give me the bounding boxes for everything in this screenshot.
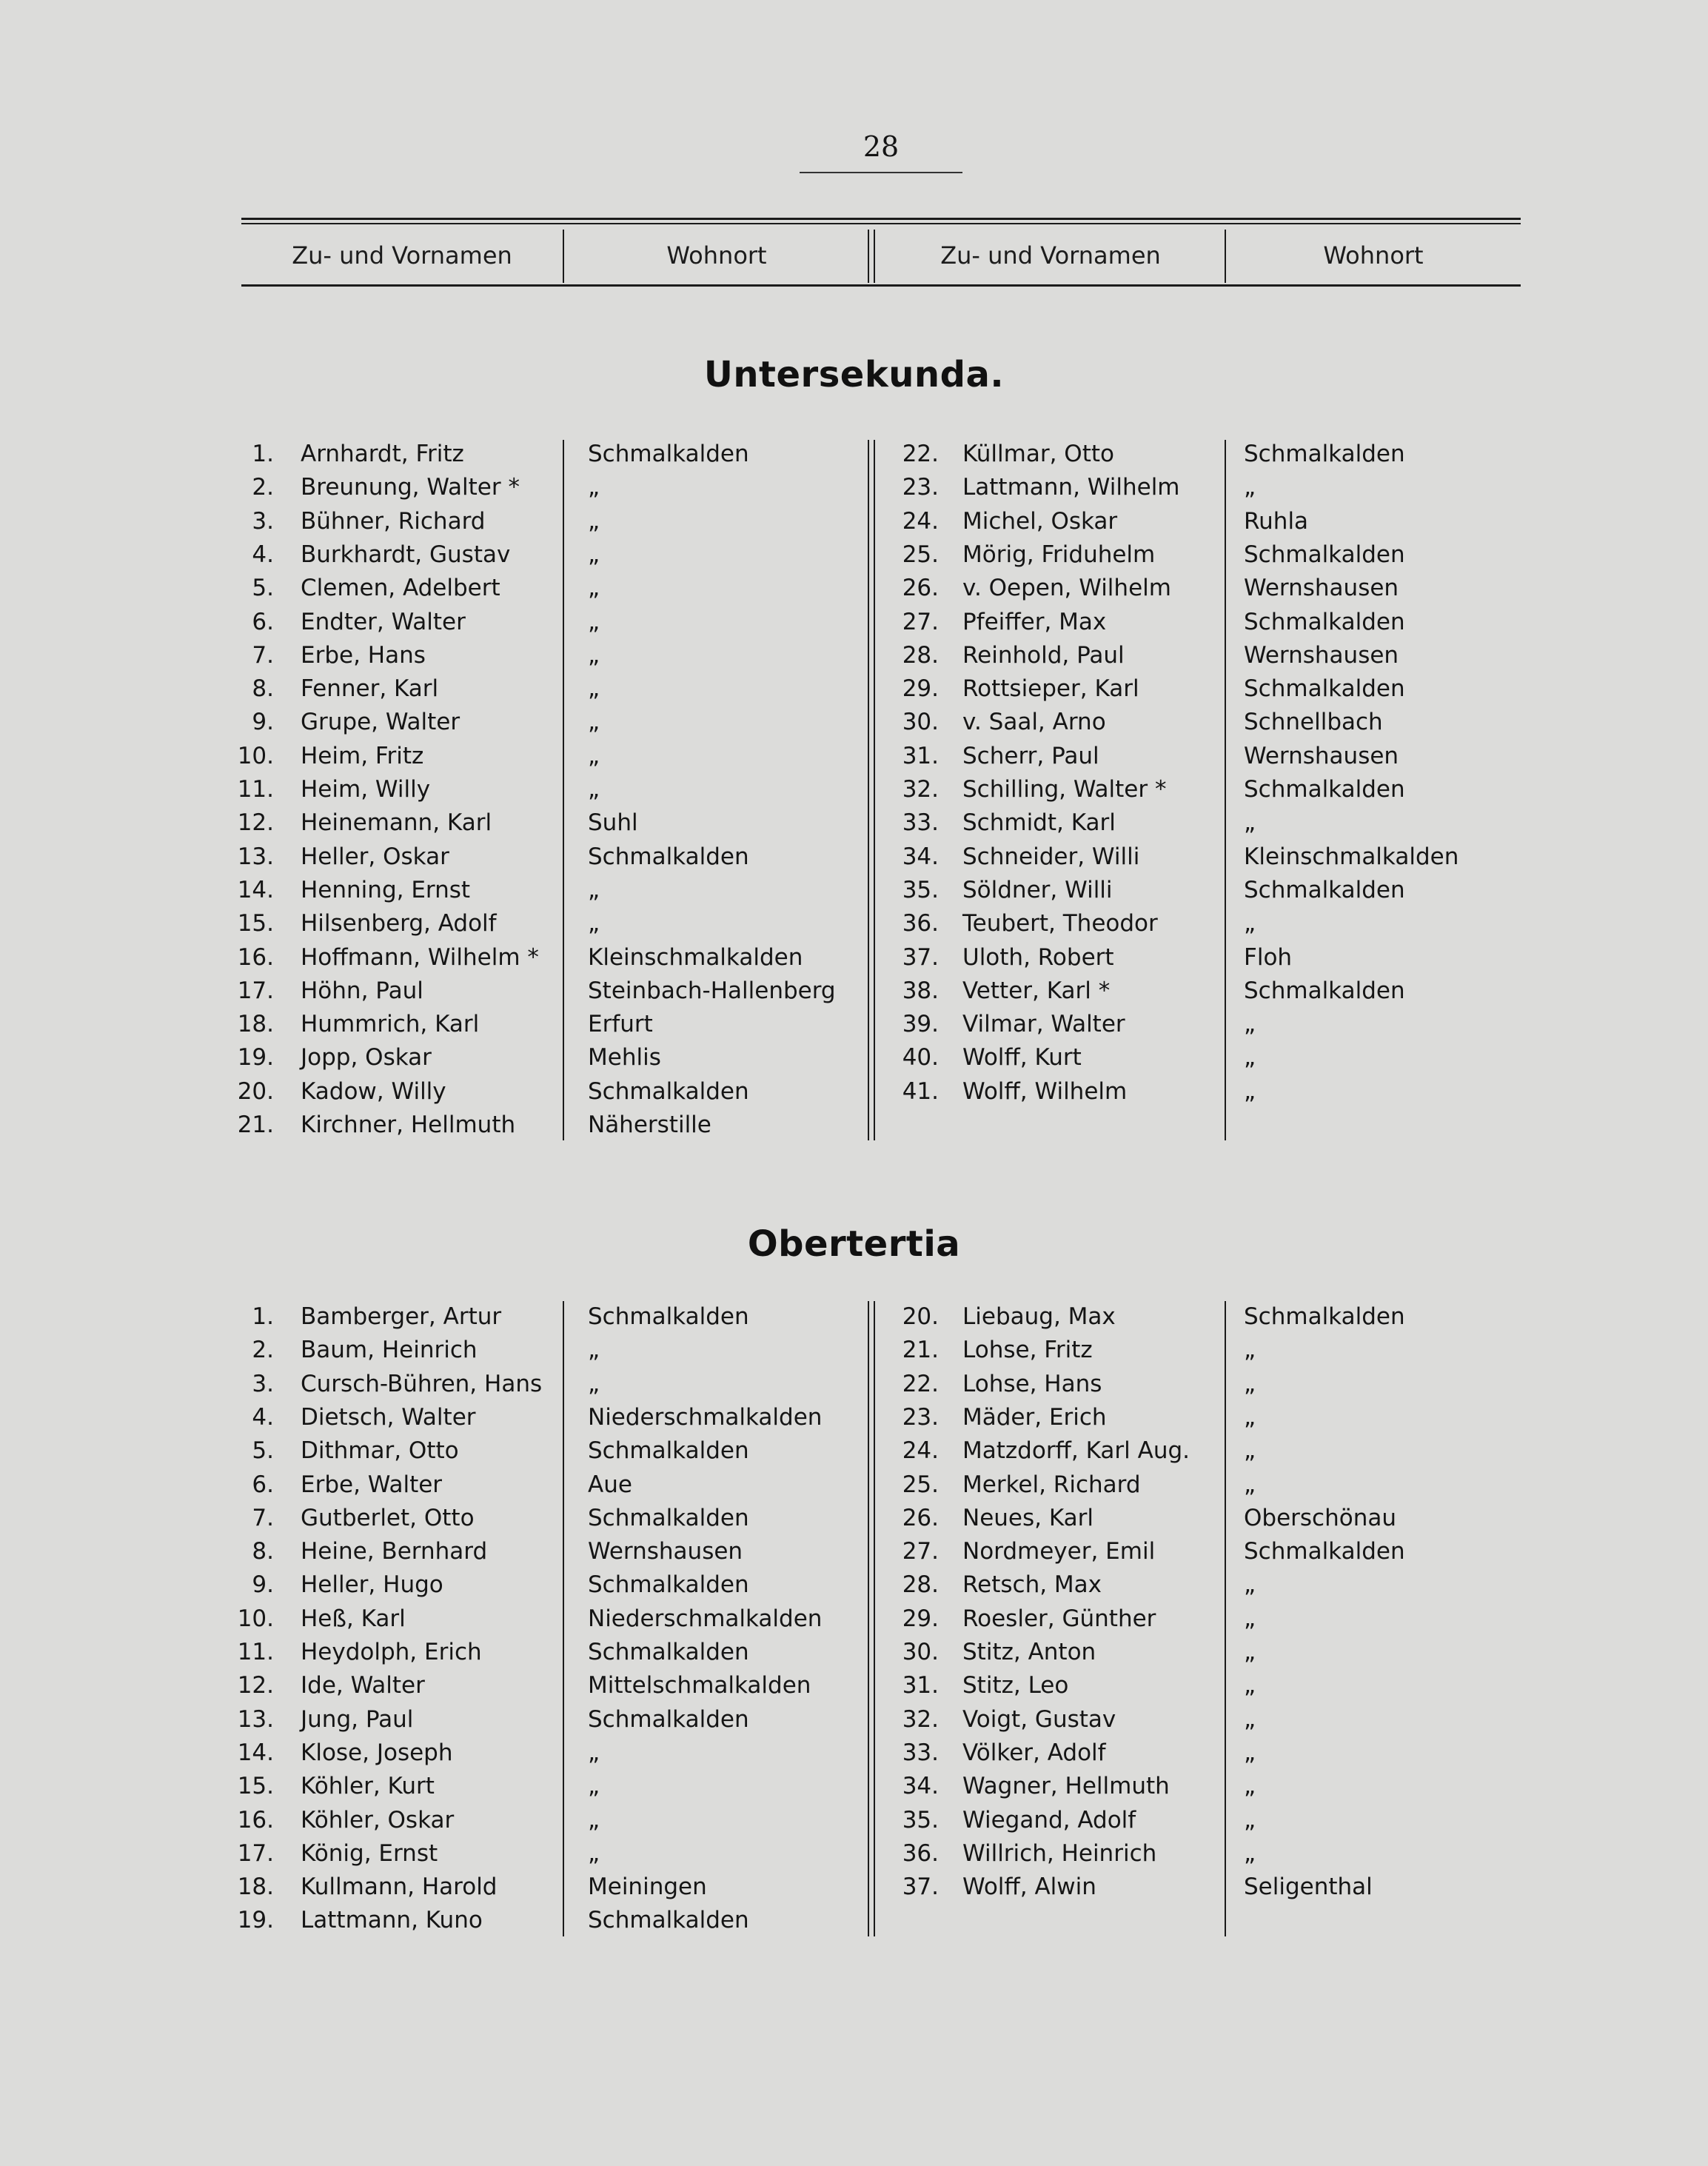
student-residence: „ [588, 675, 600, 702]
header-divider-3 [1225, 230, 1226, 283]
header-place-right: Wohnort [1323, 241, 1424, 270]
student-name: Schneider, Willi [962, 843, 1140, 870]
student-number: 38. [902, 977, 939, 1004]
student-number: 41. [902, 1078, 939, 1105]
student-number: 28. [902, 642, 939, 669]
student-name: Heller, Oskar [301, 843, 449, 870]
student-name: Vetter, Karl * [962, 977, 1111, 1004]
student-name: Wolff, Kurt [962, 1044, 1082, 1071]
student-number: 4. [252, 1404, 274, 1431]
header-name-left: Zu- und Vornamen [292, 241, 512, 270]
student-number: 16. [237, 944, 274, 971]
student-residence: Kleinschmalkalden [1244, 843, 1459, 870]
student-residence: Wernshausen [588, 1538, 743, 1565]
student-row [0, 1904, 1708, 1937]
student-number: 18. [237, 1873, 274, 1900]
student-row [0, 1109, 1708, 1142]
student-name: Kadow, Willy [301, 1078, 446, 1105]
header-divider-2a [868, 230, 869, 283]
student-residence: „ [1244, 910, 1256, 937]
student-number: 9. [252, 709, 274, 735]
student-name: Endter, Walter [301, 609, 466, 635]
student-residence: Mittelschmalkalden [588, 1672, 811, 1699]
student-name: Ide, Walter [301, 1672, 425, 1699]
header-divider-1 [563, 230, 564, 283]
student-residence: „ [1244, 1471, 1256, 1498]
student-name: König, Ernst [301, 1840, 438, 1867]
student-row [0, 840, 1708, 874]
student-number: 26. [902, 575, 939, 601]
student-name: Vilmar, Walter [962, 1011, 1125, 1037]
student-name: Michel, Oskar [962, 508, 1118, 535]
student-name: Wiegand, Adolf [962, 1807, 1136, 1834]
student-residence: „ [1244, 1807, 1256, 1834]
student-number: 11. [237, 776, 274, 803]
student-name: Jopp, Oskar [301, 1044, 432, 1071]
student-row [0, 706, 1708, 739]
student-residence: „ [588, 575, 600, 601]
student-number: 39. [902, 1011, 939, 1037]
student-name: Köhler, Kurt [301, 1773, 435, 1799]
student-row [0, 1636, 1708, 1669]
student-residence: Näherstille [588, 1112, 711, 1138]
student-residence: „ [1244, 1706, 1256, 1733]
student-name: Erbe, Hans [301, 642, 426, 669]
student-number: 29. [902, 675, 939, 702]
student-number: 30. [902, 1639, 939, 1665]
student-residence: „ [1244, 1672, 1256, 1699]
student-row [0, 1837, 1708, 1871]
student-residence: Niederschmalkalden [588, 1404, 823, 1431]
student-number: 15. [237, 910, 274, 937]
student-name: Cursch-Bühren, Hans [301, 1371, 543, 1397]
student-number: 2. [252, 1337, 274, 1363]
student-row [0, 975, 1708, 1008]
student-number: 17. [237, 977, 274, 1004]
student-name: Baum, Heinrich [301, 1337, 478, 1363]
student-residence: Steinbach-Hallenberg [588, 977, 836, 1004]
student-name: Pfeiffer, Max [962, 609, 1107, 635]
student-row [0, 1535, 1708, 1568]
student-residence: Schmalkalden [588, 1505, 749, 1531]
student-residence: Wernshausen [1244, 642, 1399, 669]
student-number: 23. [902, 474, 939, 501]
student-row [0, 1300, 1708, 1334]
student-name: Jung, Paul [301, 1706, 414, 1733]
student-number: 27. [902, 1538, 939, 1565]
student-row [0, 1008, 1708, 1041]
student-row [0, 773, 1708, 806]
student-number: 13. [237, 843, 274, 870]
student-residence: Kleinschmalkalden [588, 944, 803, 971]
student-residence: „ [588, 508, 600, 535]
student-name: Merkel, Richard [962, 1471, 1141, 1498]
student-row [0, 740, 1708, 773]
student-name: Uloth, Robert [962, 944, 1114, 971]
student-row [0, 438, 1708, 471]
student-name: Henning, Ernst [301, 877, 471, 903]
student-row [0, 874, 1708, 907]
student-residence: „ [588, 1371, 600, 1397]
student-name: Heydolph, Erich [301, 1639, 482, 1665]
student-row [0, 606, 1708, 639]
student-number: 24. [902, 508, 939, 535]
student-residence: „ [588, 1739, 600, 1766]
student-residence: „ [588, 709, 600, 735]
student-name: Breunung, Walter * [301, 474, 520, 501]
student-row [0, 806, 1708, 840]
student-name: Lohse, Hans [962, 1371, 1102, 1397]
student-number: 17. [237, 1840, 274, 1867]
student-row [0, 1434, 1708, 1468]
student-number: 6. [252, 1471, 274, 1498]
student-row [0, 1468, 1708, 1502]
student-residence: „ [1244, 474, 1256, 501]
student-residence: „ [1244, 1605, 1256, 1632]
student-residence: „ [588, 877, 600, 903]
student-number: 14. [237, 1739, 274, 1766]
student-number: 19. [237, 1044, 274, 1071]
student-name: Hummrich, Karl [301, 1011, 480, 1037]
student-row [0, 941, 1708, 975]
student-number: 12. [237, 809, 274, 836]
student-residence: „ [1244, 1773, 1256, 1799]
student-number: 11. [237, 1639, 274, 1665]
student-number: 23. [902, 1404, 939, 1431]
student-residence: „ [588, 743, 600, 769]
student-residence: „ [1244, 1337, 1256, 1363]
student-residence: Schmalkalden [1244, 977, 1405, 1004]
student-number: 36. [902, 1840, 939, 1867]
student-name: Fenner, Karl [301, 675, 439, 702]
student-name: Grupe, Walter [301, 709, 461, 735]
student-name: Dietsch, Walter [301, 1404, 476, 1431]
student-number: 14. [237, 877, 274, 903]
student-number: 10. [237, 743, 274, 769]
student-name: Lattmann, Kuno [301, 1907, 483, 1933]
student-number: 25. [902, 541, 939, 568]
student-residence: „ [588, 541, 600, 568]
student-number: 22. [902, 441, 939, 467]
student-residence: Niederschmalkalden [588, 1605, 823, 1632]
student-number: 7. [252, 642, 274, 669]
student-name: Wolff, Wilhelm [962, 1078, 1128, 1105]
student-number: 36. [902, 910, 939, 937]
student-residence: Mehlis [588, 1044, 661, 1071]
page-number-rule [800, 172, 962, 173]
student-row [0, 1602, 1708, 1636]
student-name: Liebaug, Max [962, 1303, 1116, 1330]
student-residence: „ [588, 910, 600, 937]
section-title: Obertertia [747, 1223, 961, 1265]
student-name: Bühner, Richard [301, 508, 486, 535]
student-row [0, 1041, 1708, 1074]
student-number: 34. [902, 1773, 939, 1799]
student-residence: Schmalkalden [588, 1706, 749, 1733]
student-name: Retsch, Max [962, 1571, 1102, 1598]
student-residence: „ [588, 642, 600, 669]
student-residence: Schmalkalden [1244, 1538, 1405, 1565]
student-name: Wagner, Hellmuth [962, 1773, 1170, 1799]
student-name: Clemen, Adelbert [301, 575, 500, 601]
student-number: 1. [252, 441, 274, 467]
student-number: 16. [237, 1807, 274, 1834]
student-number: 18. [237, 1011, 274, 1037]
student-name: Reinhold, Paul [962, 642, 1125, 669]
student-residence: Schmalkalden [1244, 441, 1405, 467]
student-residence: „ [588, 776, 600, 803]
student-residence: Wernshausen [1244, 575, 1399, 601]
student-residence: „ [1244, 1044, 1256, 1071]
student-name: Mäder, Erich [962, 1404, 1107, 1431]
student-name: Neues, Karl [962, 1505, 1094, 1531]
student-row [0, 1502, 1708, 1535]
student-number: 37. [902, 1873, 939, 1900]
student-number: 3. [252, 1371, 274, 1397]
student-residence: Schmalkalden [588, 1571, 749, 1598]
student-name: Kullmann, Harold [301, 1873, 498, 1900]
student-row [0, 1075, 1708, 1109]
student-number: 29. [902, 1605, 939, 1632]
student-row [0, 471, 1708, 504]
student-number: 28. [902, 1571, 939, 1598]
header-divider-2b [874, 230, 875, 283]
student-name: Wolff, Alwin [962, 1873, 1096, 1900]
student-row [0, 505, 1708, 538]
student-number: 13. [237, 1706, 274, 1733]
student-number: 19. [237, 1907, 274, 1933]
student-number: 10. [237, 1605, 274, 1632]
student-name: Mörig, Friduhelm [962, 541, 1156, 568]
student-residence: „ [588, 1337, 600, 1363]
student-row [0, 1871, 1708, 1904]
student-residence: Schmalkalden [1244, 776, 1405, 803]
student-name: Voigt, Gustav [962, 1706, 1116, 1733]
student-name: Völker, Adolf [962, 1739, 1106, 1766]
student-residence: „ [1244, 1571, 1256, 1598]
student-residence: Ruhla [1244, 508, 1309, 535]
student-residence: Schmalkalden [1244, 877, 1405, 903]
student-name: v. Saal, Arno [962, 709, 1106, 735]
header-name-right: Zu- und Vornamen [940, 241, 1161, 270]
student-number: 4. [252, 541, 274, 568]
student-number: 27. [902, 609, 939, 635]
student-number: 24. [902, 1437, 939, 1464]
student-name: Willrich, Heinrich [962, 1840, 1157, 1867]
student-name: Heß, Karl [301, 1605, 406, 1632]
header-place-left: Wohnort [666, 241, 767, 270]
student-residence: Schmalkalden [588, 1437, 749, 1464]
student-residence: Oberschönau [1244, 1505, 1396, 1531]
student-row [0, 907, 1708, 940]
student-row [0, 1737, 1708, 1770]
student-residence: Schmalkalden [588, 1078, 749, 1105]
student-number: 22. [902, 1371, 939, 1397]
student-number: 35. [902, 877, 939, 903]
student-name: Lohse, Fritz [962, 1337, 1093, 1363]
student-number: 33. [902, 809, 939, 836]
student-residence: „ [588, 474, 600, 501]
student-number: 30. [902, 709, 939, 735]
student-number: 8. [252, 1538, 274, 1565]
student-residence: Erfurt [588, 1011, 653, 1037]
student-row [0, 1703, 1708, 1737]
student-name: Roesler, Günther [962, 1605, 1156, 1632]
student-number: 5. [252, 1437, 274, 1464]
student-row [0, 1334, 1708, 1367]
student-number: 31. [902, 743, 939, 769]
student-number: 34. [902, 843, 939, 870]
student-name: Erbe, Walter [301, 1471, 443, 1498]
student-number: 21. [902, 1337, 939, 1363]
student-number: 5. [252, 575, 274, 601]
student-row [0, 1368, 1708, 1401]
student-number: 33. [902, 1739, 939, 1766]
student-name: Küllmar, Otto [962, 441, 1114, 467]
student-number: 20. [237, 1078, 274, 1105]
student-residence: „ [588, 1807, 600, 1834]
student-number: 1. [252, 1303, 274, 1330]
table-top-rule-thin [241, 223, 1521, 224]
student-residence: Wernshausen [1244, 743, 1399, 769]
student-name: Klose, Joseph [301, 1739, 453, 1766]
student-residence: Schmalkalden [1244, 609, 1405, 635]
student-name: Höhn, Paul [301, 977, 423, 1004]
student-number: 26. [902, 1505, 939, 1531]
student-name: Heinemann, Karl [301, 809, 492, 836]
student-residence: „ [588, 1773, 600, 1799]
student-name: Nordmeyer, Emil [962, 1538, 1156, 1565]
student-residence: „ [1244, 1639, 1256, 1665]
student-number: 31. [902, 1672, 939, 1699]
student-row [0, 1669, 1708, 1702]
student-name: Arnhardt, Fritz [301, 441, 464, 467]
student-row [0, 1568, 1708, 1602]
student-name: Matzdorff, Karl Aug. [962, 1437, 1190, 1464]
student-number: 32. [902, 776, 939, 803]
student-number: 21. [237, 1112, 274, 1138]
student-residence: „ [1244, 1011, 1256, 1037]
student-name: Scherr, Paul [962, 743, 1099, 769]
student-residence: „ [1244, 1437, 1256, 1464]
student-number: 7. [252, 1505, 274, 1531]
student-residence: „ [588, 1840, 600, 1867]
student-residence: „ [1244, 1404, 1256, 1431]
student-name: Heim, Fritz [301, 743, 424, 769]
student-name: Hilsenberg, Adolf [301, 910, 497, 937]
student-residence: Meiningen [588, 1873, 707, 1900]
student-residence: Schmalkalden [588, 843, 749, 870]
student-number: 20. [902, 1303, 939, 1330]
student-number: 35. [902, 1807, 939, 1834]
student-name: Söldner, Willi [962, 877, 1113, 903]
student-name: Heim, Willy [301, 776, 431, 803]
student-number: 15. [237, 1773, 274, 1799]
student-number: 8. [252, 675, 274, 702]
student-number: 9. [252, 1571, 274, 1598]
student-name: Heller, Hugo [301, 1571, 443, 1598]
student-name: Lattmann, Wilhelm [962, 474, 1180, 501]
student-number: 32. [902, 1706, 939, 1733]
student-number: 25. [902, 1471, 939, 1498]
student-name: Stitz, Leo [962, 1672, 1069, 1699]
student-number: 6. [252, 609, 274, 635]
student-number: 40. [902, 1044, 939, 1071]
student-residence: „ [588, 609, 600, 635]
student-residence: Schnellbach [1244, 709, 1383, 735]
student-residence: Seligenthal [1244, 1873, 1373, 1900]
student-residence: Schmalkalden [588, 1639, 749, 1665]
student-name: Dithmar, Otto [301, 1437, 459, 1464]
student-residence: „ [1244, 1739, 1256, 1766]
student-residence: Schmalkalden [588, 1303, 749, 1330]
student-name: Schilling, Walter * [962, 776, 1167, 803]
student-residence: „ [1244, 1371, 1256, 1397]
student-name: Heine, Bernhard [301, 1538, 488, 1565]
student-name: Rottsieper, Karl [962, 675, 1139, 702]
student-name: Gutberlet, Otto [301, 1505, 475, 1531]
student-name: Kirchner, Hellmuth [301, 1112, 516, 1138]
section-title: Untersekunda. [703, 354, 1005, 395]
student-row [0, 1770, 1708, 1803]
student-number: 12. [237, 1672, 274, 1699]
student-name: Stitz, Anton [962, 1639, 1096, 1665]
student-residence: Schmalkalden [588, 441, 749, 467]
student-number: 37. [902, 944, 939, 971]
student-row [0, 572, 1708, 605]
student-name: Hoffmann, Wilhelm * [301, 944, 539, 971]
student-number: 2. [252, 474, 274, 501]
student-residence: „ [1244, 1840, 1256, 1867]
student-residence: Schmalkalden [1244, 1303, 1405, 1330]
student-name: Schmidt, Karl [962, 809, 1116, 836]
student-residence: „ [1244, 809, 1256, 836]
page-number: 28 [863, 130, 900, 163]
student-row [0, 1401, 1708, 1434]
student-residence: Aue [588, 1471, 632, 1498]
student-residence: Suhl [588, 809, 638, 836]
student-residence: Schmalkalden [1244, 541, 1405, 568]
student-name: Bamberger, Artur [301, 1303, 502, 1330]
student-row [0, 538, 1708, 572]
student-row [0, 1804, 1708, 1837]
student-residence: „ [1244, 1078, 1256, 1105]
header-bottom-rule [241, 284, 1521, 287]
student-residence: Schmalkalden [1244, 675, 1405, 702]
student-row [0, 639, 1708, 672]
student-name: Burkhardt, Gustav [301, 541, 511, 568]
student-residence: Schmalkalden [588, 1907, 749, 1933]
student-number: 3. [252, 508, 274, 535]
student-name: v. Oepen, Wilhelm [962, 575, 1171, 601]
student-row [0, 672, 1708, 706]
student-name: Köhler, Oskar [301, 1807, 455, 1834]
student-name: Teubert, Theodor [962, 910, 1158, 937]
student-residence: Floh [1244, 944, 1293, 971]
table-top-rule [241, 218, 1521, 220]
